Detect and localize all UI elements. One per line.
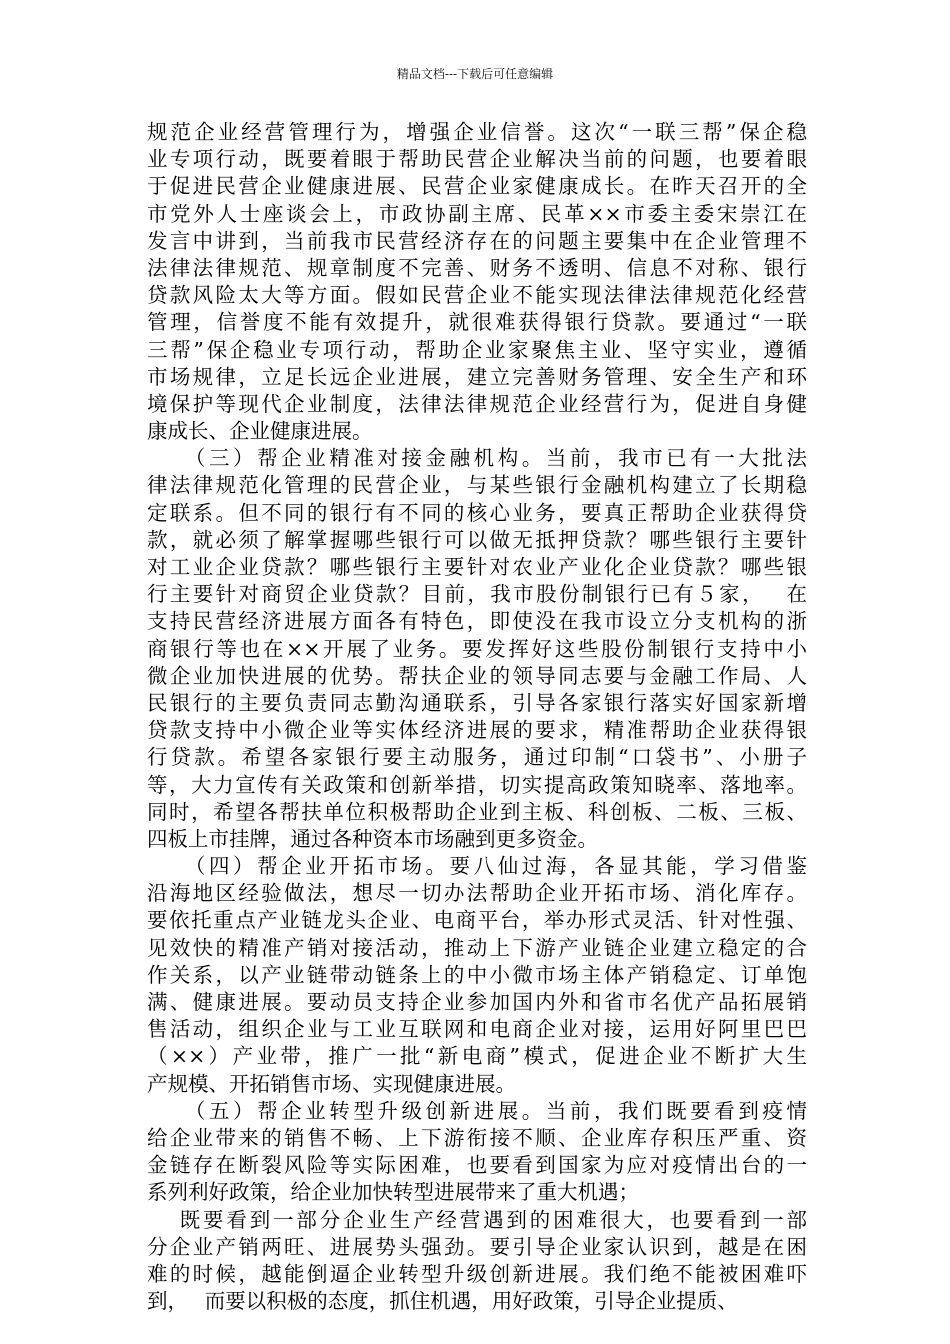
- text-line: 分企业产销两旺、进展势头强劲。要引导企业家认识到，越是在困: [147, 1234, 807, 1259]
- text-line: 境保护等现代企业制度，法律法律规范企业经营行为，促进自身健: [147, 391, 807, 416]
- text-line: 系列利好政策，给企业加快转型进展带来了重大机遇；: [147, 1180, 639, 1205]
- page-header: 精品文档---下载后可任意编辑: [396, 67, 554, 81]
- text-line: 规范企业经营管理行为，增强企业信誉。这次“一联三帮”保企稳: [147, 120, 807, 144]
- text-line: 管理，信誉度不能有效提升，就很难获得银行贷款。要通过“一联: [147, 310, 807, 335]
- text-line: 贷款风险太大等方面。假如民营企业不能实现法律法律规范化经营: [147, 283, 807, 308]
- document-body: [147, 119, 807, 1315]
- text-line: 售活动，组织企业与工业互联网和电商企业对接，运用好阿里巴巴: [147, 1017, 807, 1042]
- text-line: 金链存在断裂风险等实际困难，也要看到国家为应对疫情出台的一: [147, 1153, 807, 1178]
- text-line: 难的时候，越能倒逼企业转型升级创新进展。我们绝不能被困难吓: [147, 1261, 807, 1286]
- text-line: 到， 而要以积极的态度，抓住机遇，用好政策，引导企业提质、: [147, 1289, 738, 1314]
- text-line: 满、健康进展。要动员支持企业参加国内外和省市名优产品拓展销: [147, 990, 807, 1014]
- text-line: 行贷款。希望各家银行要主动服务，通过印制“口袋书”、小册子: [147, 745, 807, 770]
- text-line: 于促进民营企业健康进展、民营企业家健康成长。在昨天召开的全: [147, 174, 807, 199]
- text-line: 康成长、企业健康进展。: [147, 419, 373, 444]
- paragraph: [147, 119, 807, 445]
- text-line: 业专项行动，既要着眼于帮助民营企业解决当前的问题，也要着眼: [147, 147, 807, 172]
- text-line: （××）产业带，推广一批“新电商”模式，促进企业不断扩大生: [147, 1044, 807, 1069]
- text-line: 律法律规范化管理的民营企业，与某些银行金融机构建立了长期稳: [147, 473, 807, 498]
- text-line: 要依托重点产业链龙头企业、电商平台，举办形式灵活、针对性强、: [147, 908, 807, 933]
- text-line: 见效快的精准产销对接活动，推动上下游产业链企业建立稳定的合: [147, 935, 807, 960]
- text-line: 沿海地区经验做法，想尽一切办法帮助企业开拓市场、消化库存。: [147, 881, 807, 906]
- text-line: （五）帮企业转型升级创新进展。当前，我们既要看到疫情: [147, 1098, 807, 1123]
- text-line: 作关系，以产业链带动链条上的中小微市场主体产销稳定、订单饱: [147, 962, 807, 987]
- text-line: 既要看到一部分企业生产经营遇到的困难很大，也要看到一部: [147, 1207, 807, 1232]
- text-line: 市场规律，立足长远企业进展，建立完善财务管理、安全生产和环: [147, 364, 807, 389]
- text-line: 四板上市挂牌，通过各种资本市场融到更多资金。: [147, 826, 598, 851]
- text-line: 民银行的主要负责同志勤沟通联系，引导各家银行落实好国家新增: [147, 690, 807, 715]
- text-line: 对工业企业贷款？哪些银行主要针对农业产业化企业贷款？哪些银: [147, 555, 807, 579]
- text-line: 市党外人士座谈会上，市政协副主席、民革××市委主委宋崇江在: [147, 201, 807, 226]
- text-line: 发言中讲到，当前我市民营经济存在的问题主要集中在企业管理不: [147, 228, 807, 253]
- text-line: 三帮”保企稳业专项行动，帮助企业家聚焦主业、坚守实业，遵循: [147, 337, 807, 362]
- text-line: 等，大力宣传有关政策和创新举措，切实提高政策知晓率、落地率。: [147, 772, 807, 797]
- paragraph: [147, 1207, 807, 1316]
- text-line: 商银行等也在××开展了业务。要发挥好这些股份制银行支持中小: [147, 636, 807, 661]
- text-line: 行主要针对商贸企业贷款？目前，我市股份制银行已有５家， 在: [147, 582, 807, 607]
- paragraph: [147, 853, 807, 1098]
- text-line: 微企业加快进展的优势。帮扶企业的领导同志要与金融工作局、人: [147, 663, 807, 688]
- text-line: 定联系。但不同的银行有不同的核心业务，要真正帮助企业获得贷: [147, 500, 807, 525]
- paragraph: [147, 1098, 807, 1207]
- text-line: 法律法律规范、规章制度不完善、财务不透明、信息不对称、银行: [147, 255, 807, 280]
- text-line: （三）帮企业精准对接金融机构。当前，我市已有一大批法: [147, 446, 807, 471]
- text-line: 给企业带来的销售不畅、上下游衔接不顺、企业库存积压严重、资: [147, 1125, 807, 1150]
- text-line: 款，就必须了解掌握哪些银行可以做无抵押贷款？哪些银行主要针: [147, 527, 807, 552]
- text-line: 贷款支持中小微企业等实体经济进展的要求，精准帮助企业获得银: [147, 718, 807, 743]
- text-line: 支持民营经济进展方面各有特色，即使没在我市设立分支机构的浙: [147, 609, 807, 634]
- text-line: 同时，希望各帮扶单位积极帮助企业到主板、科创板、二板、三板、: [147, 799, 807, 824]
- text-line: 产规模、开拓销售市场、实现健康进展。: [147, 1071, 516, 1096]
- text-line: （四）帮企业开拓市场。要八仙过海，各显其能，学习借鉴: [147, 854, 807, 879]
- paragraph: [147, 445, 807, 853]
